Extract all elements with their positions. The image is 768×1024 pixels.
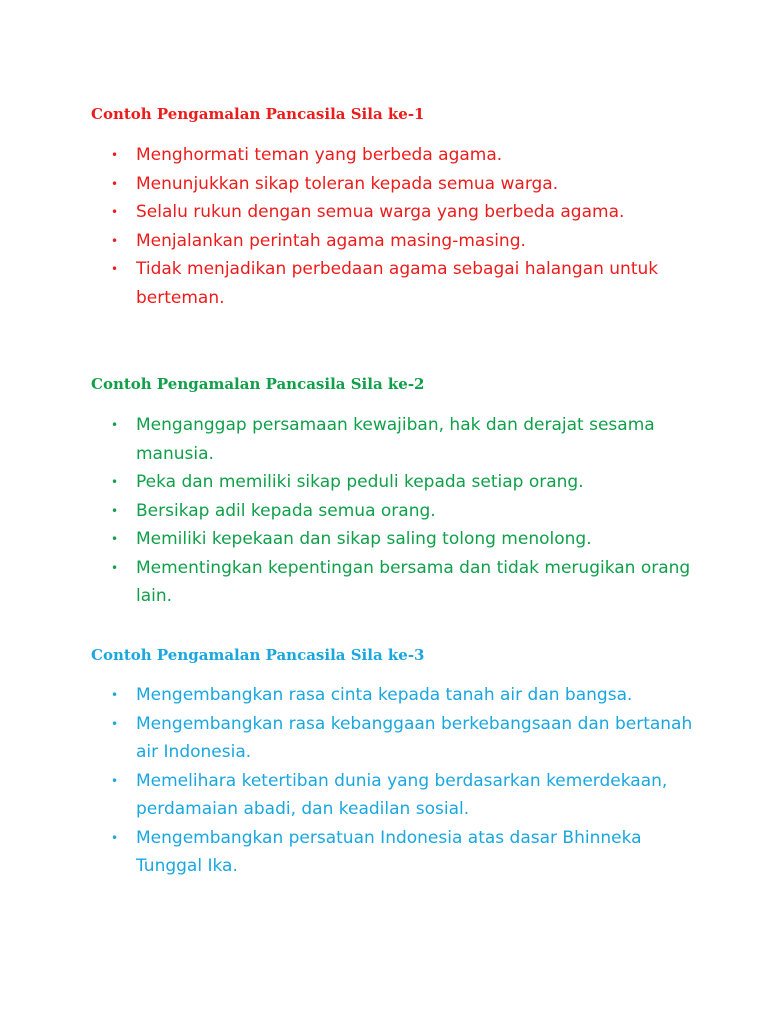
- list-item: [0, 767, 696, 824]
- list-item-text: Mementingkan kepentingan bersama dan tidak merugikan orang lain.: [136, 557, 691, 606]
- list-item-text: Bersikap adil kepada semua orang.: [136, 500, 436, 521]
- bullet-icon: •: [111, 205, 119, 219]
- list-item: [0, 525, 696, 554]
- list-item-text: Mengembangkan rasa kebanggaan berkebangsaan dan bertanah air Indonesia.: [136, 713, 693, 762]
- list-item-text: Menghormati teman yang berbeda agama.: [136, 145, 503, 165]
- bullet-icon: •: [111, 233, 119, 248]
- list-item-text: Mengembangkan rasa cinta kepada tanah air dan bangsa.: [136, 685, 633, 705]
- bullet-icon: •: [111, 418, 119, 432]
- bullet-icon: •: [111, 716, 119, 731]
- list-item: [0, 255, 696, 312]
- bullet-icon: •: [111, 176, 119, 191]
- bullet-list: [0, 411, 768, 611]
- bullet-icon: •: [111, 688, 119, 702]
- bullet-icon: •: [111, 560, 119, 575]
- list-item: [0, 411, 696, 468]
- list-item: [0, 468, 696, 497]
- list-item: [0, 141, 696, 170]
- list-item-text: Tidak menjadikan perbedaan agama sebagai halangan untuk berteman.: [136, 259, 659, 308]
- list-item: [0, 824, 696, 881]
- bullet-icon: •: [111, 148, 119, 162]
- list-item-text: Menunjukkan sikap toleran kepada semua warga.: [136, 173, 559, 194]
- bullet-list: [0, 141, 768, 312]
- list-item: [0, 554, 696, 611]
- section-heading: Contoh Pengamalan Pancasila Sila ke-2: [91, 375, 425, 393]
- section-heading: Contoh Pengamalan Pancasila Sila ke-1: [91, 105, 425, 123]
- list-item: [0, 681, 696, 710]
- list-item-text: Mengembangkan persatuan Indonesia atas dasar Bhinneka Tunggal Ika.: [136, 827, 642, 876]
- list-item-text: Memelihara ketertiban dunia yang berdasarkan kemerdekaan, perdamaian abadi, dan keadilan sosial.: [136, 770, 668, 819]
- list-item-text: Peka dan memiliki sikap peduli kepada setiap orang.: [136, 472, 584, 492]
- bullet-icon: •: [111, 475, 119, 489]
- list-item: [0, 170, 696, 199]
- list-item-text: Memiliki kepekaan dan sikap saling tolong menolong.: [136, 529, 592, 549]
- list-item: [0, 710, 696, 767]
- list-item: [0, 227, 696, 256]
- list-item-text: Menjalankan perintah agama masing-masing.: [136, 230, 526, 251]
- bullet-icon: •: [111, 830, 119, 845]
- bullet-icon: •: [111, 773, 119, 788]
- list-item-text: Menganggap persamaan kewajiban, hak dan derajat sesama manusia.: [136, 415, 655, 464]
- bullet-list: [0, 681, 768, 881]
- bullet-icon: •: [111, 503, 119, 518]
- bullet-icon: •: [111, 262, 119, 276]
- list-item-text: Selalu rukun dengan semua warga yang berbeda agama.: [136, 202, 625, 222]
- list-item: [0, 497, 696, 526]
- list-item: [0, 198, 696, 227]
- section-heading: Contoh Pengamalan Pancasila Sila ke-3: [91, 646, 425, 664]
- bullet-icon: •: [111, 532, 119, 546]
